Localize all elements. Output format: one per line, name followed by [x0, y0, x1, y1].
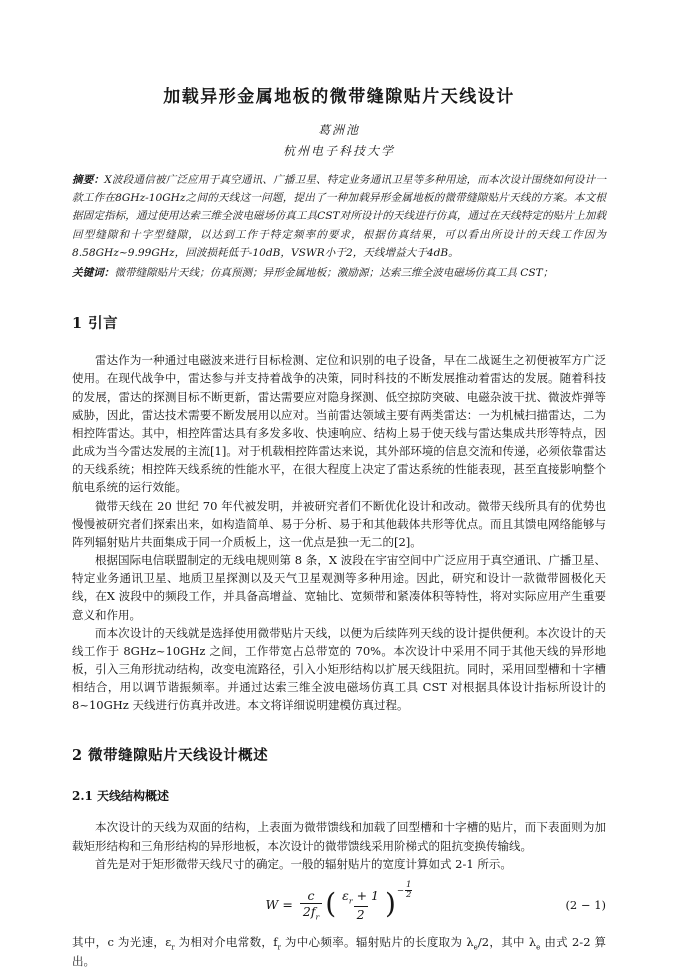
- section-2-1-heading: 2.1 天线结构概述: [72, 789, 170, 804]
- note-sub-2: r: [277, 942, 281, 952]
- equation-inner-denominator: 2: [354, 906, 368, 921]
- keywords-line: [72, 264, 606, 282]
- note-sub-1: r: [171, 942, 175, 952]
- note-text-1: 其中，c 为光速，ε: [72, 934, 172, 949]
- note-sub-4: e: [536, 942, 541, 952]
- equation-outer-fraction: [300, 889, 322, 922]
- note-text-2: 为相对介电常数，f: [174, 934, 278, 949]
- equation-epsilon: ε: [342, 887, 349, 903]
- author-affiliation: 杭州电子科技大学: [282, 144, 395, 158]
- equation-2-1: [72, 880, 606, 925]
- keywords-text: 微带缝隙贴片天线；仿真预测；异形金属地板；激励源；达索三维全波电磁场仿真工具 CST；: [114, 267, 554, 280]
- equation-den-main: 2f: [302, 903, 316, 919]
- equation-close-paren: ): [384, 886, 396, 920]
- equation-note: [72, 933, 606, 971]
- equation-exponent-denominator: 2: [406, 890, 412, 901]
- equation-exponent: [397, 881, 413, 901]
- section-2-heading: 2 微带缝隙贴片天线设计概述: [72, 747, 269, 765]
- section-1-heading: 1 引言: [72, 315, 119, 333]
- sec2-paragraph-2: 首先是对于矩形微带天线尺寸的确定。一般的辐射贴片的宽度计算如式 2-1 所示。: [95, 856, 512, 871]
- equation-inner-numerator: [339, 889, 382, 907]
- equation-number: (2 − 1): [565, 897, 606, 912]
- equation-outer-denominator: [300, 903, 322, 922]
- abstract-label: 摘要：: [72, 174, 105, 186]
- equation-exponent-fraction: [405, 881, 412, 901]
- intro-paragraph-4: 而本次设计的天线就是选择使用微带贴片天线，以便为后续阵列天线的设计提供便利。本次设计的天线工作于 8GHz~10GHz 之间，工作带宽占总带宽的 70%。本次设计中采用不同于其他天线的异形地板，引入三角形扰动结构，改变电流路径，引入小矩形结构以扩展天线阻抗。同时，采用回型槽和十字槽相结合，用以调节谐振频率。并通过达索三维全波电磁场仿真工具 CST 对根据具体设计指标所设计的 8~10GHz 天线进行仿真并改进。本文将详细说明建模仿真过程。: [72, 625, 606, 713]
- note-sub-3: e: [473, 942, 478, 952]
- equation-lhs: W: [265, 897, 279, 913]
- equation-epsilon-sub: r: [348, 896, 353, 906]
- equation-outer-numerator: c: [307, 887, 315, 903]
- equation-den-sub: r: [315, 912, 320, 922]
- note-text-4: /2，其中 λ: [477, 934, 537, 949]
- equation-exponent-sign: −: [396, 885, 405, 896]
- note-text-3: 为中心频率。辐射贴片的长度取为 λ: [280, 934, 474, 949]
- equation-exponent-numerator: 1: [406, 880, 412, 891]
- author-name: 葛洲池: [317, 123, 360, 137]
- paper-title: 加载异形金属地板的微带缝隙贴片天线设计: [163, 87, 515, 107]
- equation-open-paren: (: [325, 886, 337, 920]
- keywords-label: 关键词：: [72, 267, 115, 280]
- intro-paragraph-2: 微带天线在 20 世纪 70 年代被发明，并被研究者们不断优化设计和改动。微带天线所具有的优势也慢慢被研究者们探索出来，如构造简单、易于分析、易于和其他载体共形等优点。而且其馈电网络能够与阵列辐射贴片共面集成于同一介质板上，这一优点是独一无二的[2]。: [72, 498, 606, 549]
- equation-equals: =: [282, 897, 293, 913]
- intro-paragraph-1: 雷达作为一种通过电磁波来进行目标检测、定位和识别的电子设备，早在二战诞生之初便被军方广泛使用。在现代战争中，雷达参与并支持着战争的决策，同时科技的不断发展推动着雷达的发展。随着科技的发展，雷达的探测目标不断更新，雷达需要应对隐身探测、低空掠防突破、电磁杂波干扰、微波炸弹等威胁，因此，雷达技术需要不断发展用以应对。当前雷达领域主要有两类雷达：一为机械扫描雷达，二为相控阵雷达。其中，相控阵雷达具有多发多收、快速响应、结构上易于使天线与雷达集成共形等特点，因此成为当今雷达发展的主流[1]。对于机载相控阵雷达来说，其外部环境的信息交流和传递，必须依靠雷达的天线系统；相控阵天线系统的性能水平，在很大程度上决定了雷达系统的性能表现，甚至直接影响整个航电系统的运行效能。: [72, 353, 606, 495]
- abstract-text: X波段通信被广泛应用于真空通讯、广播卫星、特定业务通讯卫星等多种用途，而本次设计围绕如何设计一款工作在8GHz-10GHz之间的天线这一问题，提出了一种加载异形金属地板的微带缝隙贴片天线的方案。本文根据固定指标，通过使用达索三维全波电磁场仿真工具CST对所设计的天线进行仿真，通过在天线特定的贴片上加载回型缝隙和十字型缝隙，以达到工作于特定频率的要求，根据仿真结果，可以看出所设计的天线工作因为8.58GHz~9.99GHz，回波损耗低于-10dB，VSWR小于2，天线增益大于4dB。: [72, 174, 606, 259]
- sec2-paragraph-1: 本次设计的天线为双面的结构，上表面为微带馈线和加载了回型槽和十字槽的贴片，而下表面则为加载矩形结构和三角形结构的异形地板，本次设计的微带馈线采用阶梯式的阻抗变换传输线。: [72, 820, 606, 853]
- note-text-5: 由式 2-2 算出。: [72, 934, 606, 969]
- equation-plus-one: + 1: [356, 887, 379, 903]
- equation-inner-fraction: [339, 889, 382, 922]
- intro-paragraph-3: 根据国际电信联盟制定的无线电规则第 8 条，X 波段在宇宙空间中广泛应用于真空通讯、广播卫星、特定业务通讯卫星、地质卫星探测以及天气卫星观测等多种用途。因此，研究和设计一款微带圆极化天线，在X 波段中的频段工作，并具备高增益、宽轴比、宽频带和紧凑体积等特性，将对实际应用产生重要意义和作用。: [72, 553, 606, 622]
- abstract-paragraph: [72, 171, 606, 262]
